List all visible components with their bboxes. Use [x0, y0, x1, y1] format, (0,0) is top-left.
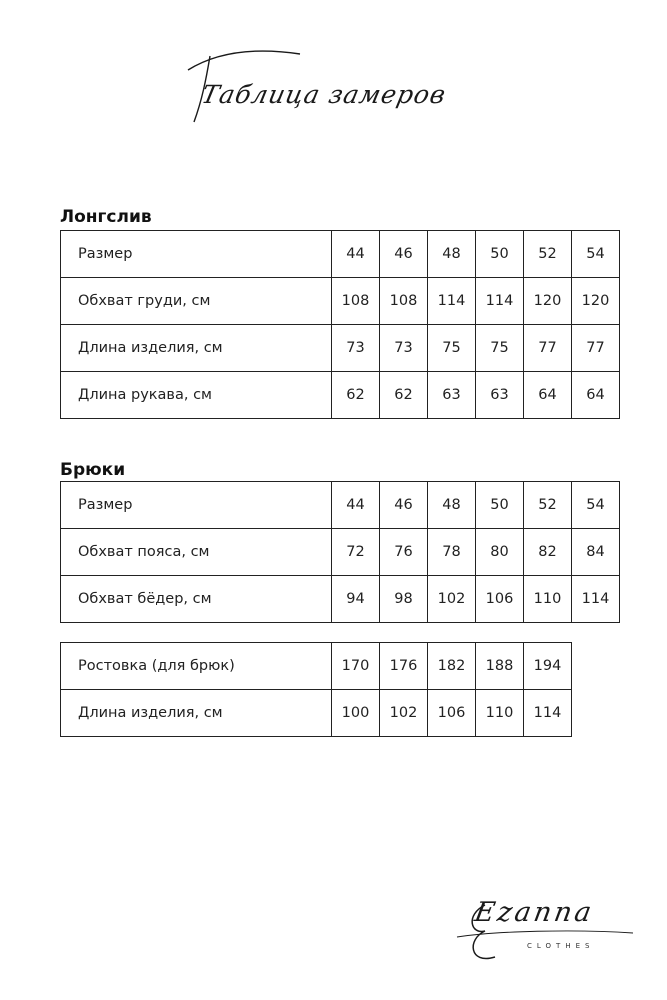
- height-row-label: Ростовка (для брюк): [61, 643, 332, 690]
- pants-table: [60, 481, 620, 623]
- pants-cell: 46: [380, 482, 428, 529]
- height-cell: 170: [332, 643, 380, 690]
- pants-cell: 76: [380, 529, 428, 576]
- longsleeve-cell: 63: [428, 372, 476, 419]
- pants-cell: 80: [476, 529, 524, 576]
- height-table: [60, 642, 572, 737]
- pants-cell: 106: [476, 576, 524, 623]
- longsleeve-cell: 114: [476, 278, 524, 325]
- pants-row: [61, 482, 620, 529]
- longsleeve-cell: 62: [332, 372, 380, 419]
- height-cell: 102: [380, 690, 428, 737]
- pants-row-label: Обхват пояса, см: [61, 529, 332, 576]
- longsleeve-row: [61, 325, 620, 372]
- longsleeve-cell: 44: [332, 231, 380, 278]
- pants-cell: 48: [428, 482, 476, 529]
- longsleeve-cell: 50: [476, 231, 524, 278]
- pants-row-label: Обхват бёдер, см: [61, 576, 332, 623]
- pants-cell: 54: [572, 482, 620, 529]
- longsleeve-cell: 75: [428, 325, 476, 372]
- longsleeve-cell: 62: [380, 372, 428, 419]
- pants-title: Брюки: [60, 460, 126, 480]
- height-cell: 114: [524, 690, 572, 737]
- pants-row: [61, 576, 620, 623]
- pants-cell: 82: [524, 529, 572, 576]
- height-cell: 110: [476, 690, 524, 737]
- longsleeve-cell: 48: [428, 231, 476, 278]
- longsleeve-cell: 64: [572, 372, 620, 419]
- title-text: Таблица замеров: [198, 80, 449, 109]
- longsleeve-row: [61, 278, 620, 325]
- pants-cell: 94: [332, 576, 380, 623]
- height-cell: 176: [380, 643, 428, 690]
- longsleeve-row-label: Длина изделия, см: [61, 325, 332, 372]
- height-cell: 106: [428, 690, 476, 737]
- pants-cell: 84: [572, 529, 620, 576]
- pants-cell: 50: [476, 482, 524, 529]
- height-cell: 100: [332, 690, 380, 737]
- longsleeve-row-label: Длина рукава, см: [61, 372, 332, 419]
- height-cell: 182: [428, 643, 476, 690]
- longsleeve-cell: 63: [476, 372, 524, 419]
- longsleeve-row-label: Размер: [61, 231, 332, 278]
- pants-cell: 102: [428, 576, 476, 623]
- logo-word: Ezanna: [472, 897, 597, 928]
- height-row: [61, 643, 572, 690]
- longsleeve-cell: 54: [572, 231, 620, 278]
- height-cell: 188: [476, 643, 524, 690]
- pants-cell: 98: [380, 576, 428, 623]
- pants-cell: 110: [524, 576, 572, 623]
- pants-cell: 72: [332, 529, 380, 576]
- brand-logo: [455, 895, 635, 975]
- longsleeve-row: [61, 231, 620, 278]
- longsleeve-cell: 114: [428, 278, 476, 325]
- longsleeve-table: [60, 230, 620, 419]
- longsleeve-cell: 77: [524, 325, 572, 372]
- longsleeve-cell: 73: [380, 325, 428, 372]
- pants-cell: 44: [332, 482, 380, 529]
- longsleeve-cell: 108: [380, 278, 428, 325]
- pants-cell: 114: [572, 576, 620, 623]
- longsleeve-row: [61, 372, 620, 419]
- longsleeve-row-label: Обхват груди, см: [61, 278, 332, 325]
- longsleeve-cell: 64: [524, 372, 572, 419]
- longsleeve-title: Лонгслив: [60, 207, 152, 227]
- pants-cell: 52: [524, 482, 572, 529]
- longsleeve-cell: 120: [524, 278, 572, 325]
- longsleeve-cell: 120: [572, 278, 620, 325]
- pants-row: [61, 529, 620, 576]
- pants-cell: 78: [428, 529, 476, 576]
- longsleeve-cell: 75: [476, 325, 524, 372]
- pants-row-label: Размер: [61, 482, 332, 529]
- longsleeve-cell: 73: [332, 325, 380, 372]
- height-row-label: Длина изделия, см: [61, 690, 332, 737]
- longsleeve-cell: 77: [572, 325, 620, 372]
- longsleeve-cell: 52: [524, 231, 572, 278]
- height-cell: 194: [524, 643, 572, 690]
- longsleeve-cell: 46: [380, 231, 428, 278]
- height-row: [61, 690, 572, 737]
- logo-subtitle: CLOTHES: [527, 942, 595, 950]
- longsleeve-cell: 108: [332, 278, 380, 325]
- page-title: [180, 40, 500, 130]
